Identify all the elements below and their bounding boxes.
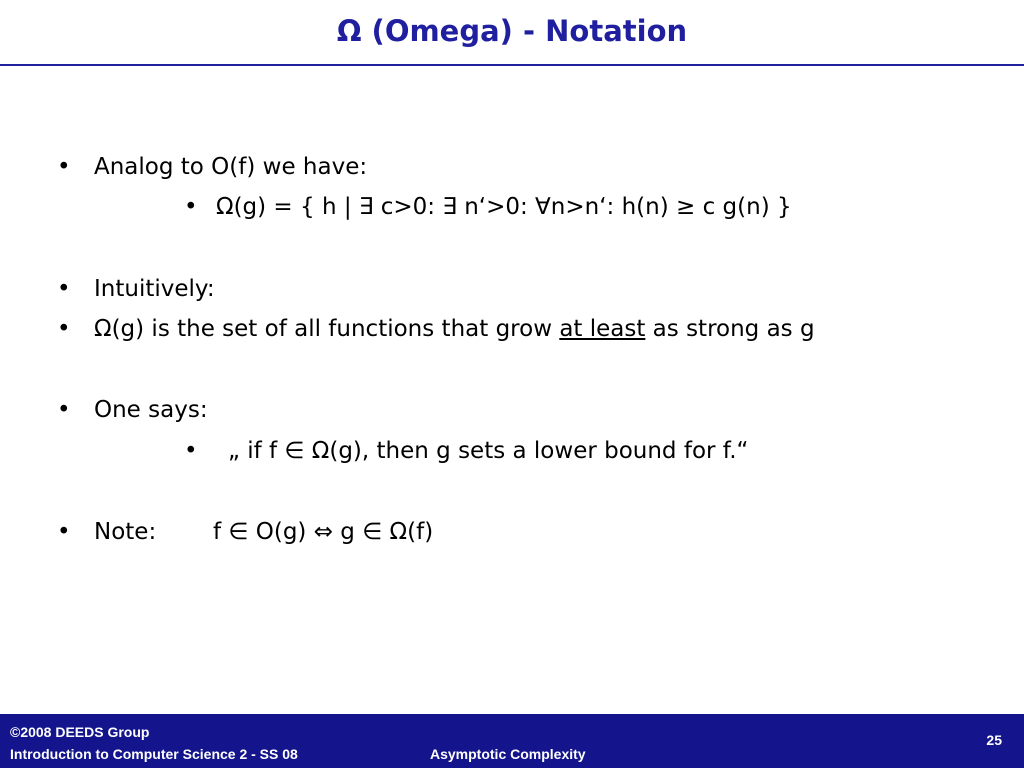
at-least-emphasis: at least bbox=[559, 316, 646, 342]
bullet-marker: • bbox=[57, 276, 71, 302]
sub-bullet-marker: • bbox=[184, 438, 198, 464]
intuition-text-start: Ω(g) is the set of all functions that grow bbox=[94, 316, 560, 342]
lower-bound-quote: „ if f ∈ Ω(g), then g sets a lower bound for f.“ bbox=[228, 438, 749, 464]
bullet-one-says: One says: bbox=[94, 397, 208, 423]
bullet-analog: Analog to O(f) we have: bbox=[94, 154, 368, 180]
footer-course: Introduction to Computer Science 2 - SS 08 bbox=[10, 746, 298, 762]
bullet-marker: • bbox=[57, 154, 71, 180]
slide-title: Ω (Omega) - Notation bbox=[336, 14, 688, 48]
bullet-marker: • bbox=[57, 316, 71, 342]
bullet-intuitively: Intuitively: bbox=[94, 276, 215, 302]
page-number: 25 bbox=[986, 732, 1002, 748]
sub-bullet-marker: • bbox=[184, 194, 198, 220]
bullet-marker: • bbox=[57, 397, 71, 423]
intuition-text-end: as strong as g bbox=[645, 316, 815, 342]
bullet-marker: • bbox=[57, 519, 71, 545]
note-formula: f ∈ O(g) ⇔ g ∈ Ω(f) bbox=[213, 519, 434, 545]
footer-copyright: ©2008 DEEDS Group bbox=[10, 724, 150, 740]
bullet-intuition bbox=[94, 314, 815, 344]
footer-topic: Asymptotic Complexity bbox=[430, 746, 586, 762]
slide-footer bbox=[0, 714, 1024, 768]
title-divider bbox=[0, 64, 1024, 66]
omega-definition: Ω(g) = { h | ∃ c>0: ∃ n‘>0: ∀n>n‘: h(n) ≥ c g(n) } bbox=[216, 194, 792, 220]
note-label: Note: bbox=[94, 519, 157, 545]
